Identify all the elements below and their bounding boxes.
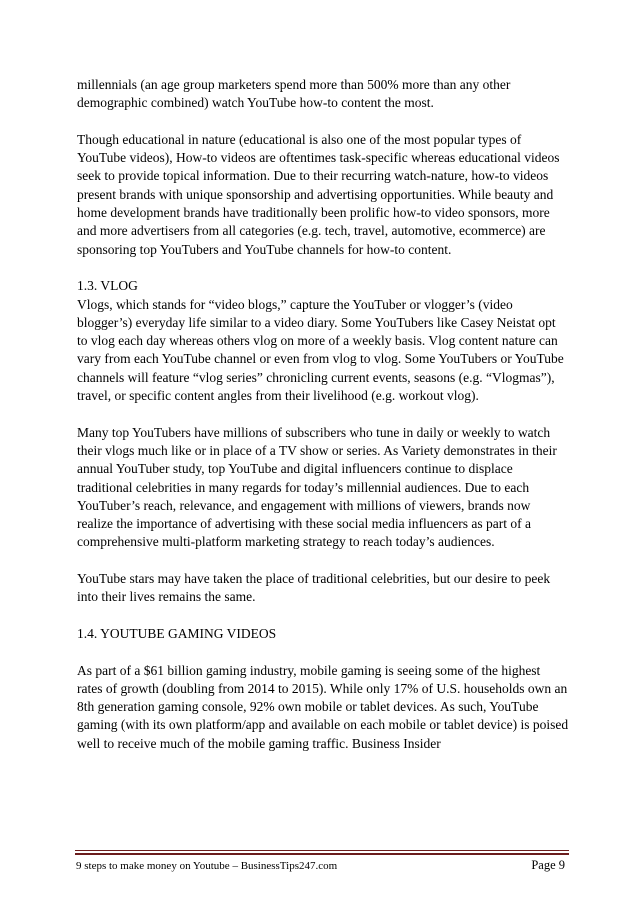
section-vlog (77, 277, 569, 405)
paragraph-vlog: Vlogs, which stands for “video blogs,” capture the YouTuber or vlogger’s (video blogger’s) everyday life similar to a video diary. Some YouTubers like Casey Neistat opt to vlog each day whereas others vlog on more of a weekly basis. Vlog content nature can vary from each YouTube channel or even from vlog to vlog. Some YouTubers or YouTube channels will feature “vlog series” chronicling current events, seasons (e.g. “Vlogmas”), travel, or specific content angles from their livelihood (e.g. workout vlog). (77, 296, 564, 404)
paragraph-top-youtubers: Many top YouTubers have millions of subscribers who tune in daily or weekly to watch their vlogs much like or in place of a TV show or series. As Variety demonstrates in their annual YouTuber study, top YouTube and digital influencers continue to displace traditional celebrities in many regards for today’s millennial audiences. Due to each YouTuber’s reach, relevance, and engagement with millions of viewers, brands now realize the importance of advertising with these social media influencers as part of a comprehensive multi-platform marketing strategy to reach today’s audiences. (77, 424, 557, 550)
section-heading-gaming: 1.4. YOUTUBE GAMING VIDEOS (77, 625, 277, 641)
footer-divider-thick (75, 853, 569, 855)
paragraph-how-to-videos: Though educational in nature (educational is also one of the most popular types of YouTube videos), How-to videos are oftentimes task-specific whereas educational videos seek to provide topical information. Due to their recurring watch-nature, how-to videos present brands with unique sponsorship and advertising opportunities. While beauty and home development brands have traditionally been prolific how-to video sponsors, more and more advertisers from all categories (e.g. tech, travel, automotive, ecommerce) are sponsoring top YouTubers and YouTube channels for how-to content. (77, 131, 560, 257)
page-number: Page 9 (531, 858, 565, 872)
paragraph-youtube-stars: YouTube stars may have taken the place of traditional celebrities, but our desire to peek into their lives remains the same. (77, 571, 551, 605)
section-heading-vlog: 1.3. VLOG (77, 278, 138, 294)
paragraph-millennials: millennials (an age group marketers spend more than 500% more than any other demographic combined) watch YouTube how-to content the most. (77, 77, 511, 111)
paragraph-gaming: As part of a $61 billion gaming industry, mobile gaming is seeing some of the highest rates of growth (doubling from 2014 to 2015). While only 17% of U.S. households own an 8th generation gaming console, 92% own mobile or tablet devices. As such, YouTube gaming (with its own platform/app and available on each mobile or tablet device) is poised well to receive much of the mobile gaming traffic. Business Insider (77, 662, 569, 751)
footer-title: 9 steps to make money on Youtube – BusinessTips247.com (76, 860, 338, 872)
footer-divider-thin (75, 850, 569, 851)
page-body (77, 76, 569, 753)
